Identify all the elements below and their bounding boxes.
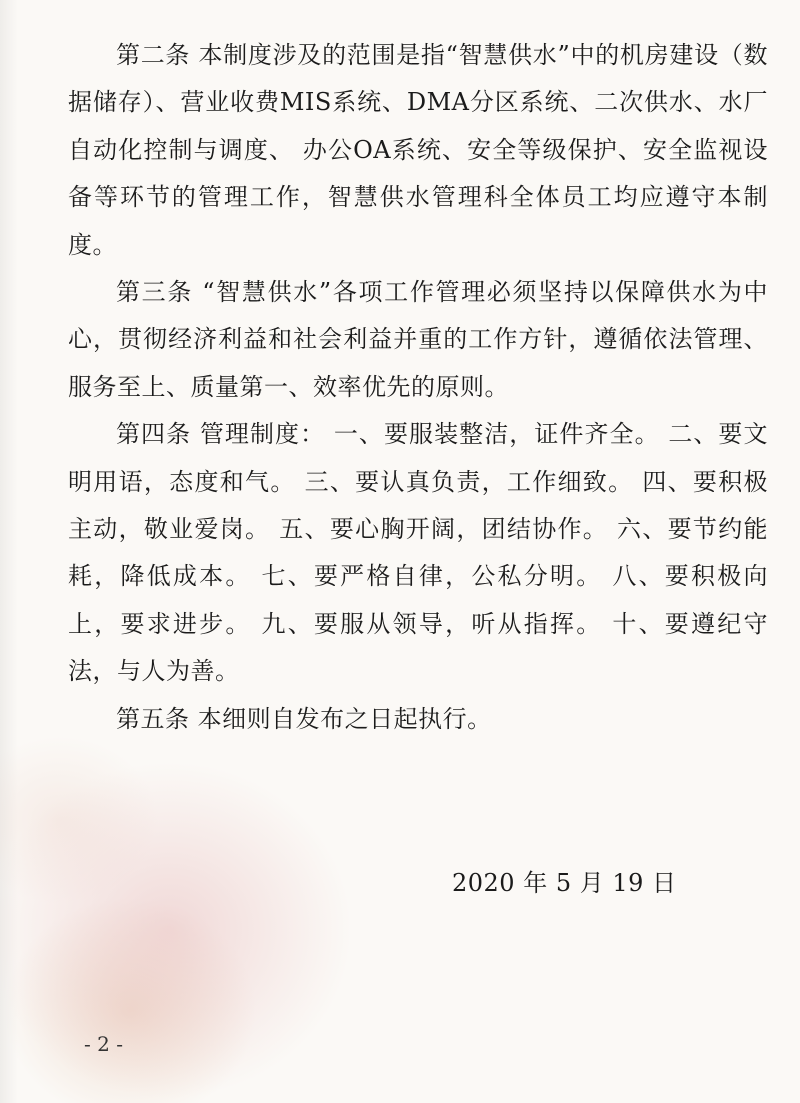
document-date: 2020 年 5 月 19 日 xyxy=(452,869,677,897)
article-2-paragraph: 第二条 本制度涉及的范围是指“智慧供水”中的机房建设（数据储存）、营业收费MIS系统、DMA分区系统、二次供水、水厂自动化控制与调度、 办公OA系统、安全等级保护、安全监视设备等环节的管理工作，智慧供水管理科全体员工均应遵守本制度。 xyxy=(68,41,768,259)
document-body xyxy=(68,32,768,743)
article-4-paragraph: 第四条 管理制度： 一、要服装整洁，证件齐全。 二、要文明用语，态度和气。 三、要认真负责，工作细致。 四、要积极主动，敬业爱岗。 五、要心胸开阔，团结协作。 六、要节约能耗，降低成本。 七、要严格自律，公私分明。 八、要积极向上，要求进步。 九、要服从领导，听从指挥。 十、要遵纪守法，与人为善。 xyxy=(68,420,768,686)
article-3-paragraph: 第三条 “智慧供水”各项工作管理必须坚持以保障供水为中心，贯彻经济利益和社会利益并重的工作方针，遵循依法管理、服务至上、质量第一、效率优先的原则。 xyxy=(68,278,768,401)
article-5-paragraph: 第五条 本细则自发布之日起执行。 xyxy=(116,704,492,733)
page-number: - 2 - xyxy=(84,1032,123,1056)
